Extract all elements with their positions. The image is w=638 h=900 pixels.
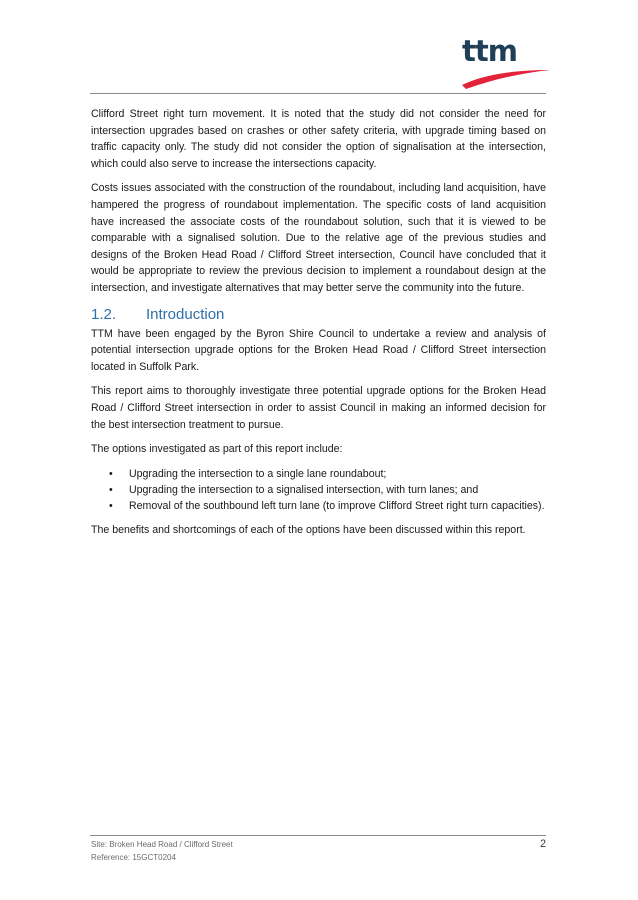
body-paragraph: The benefits and shortcomings of each of the options have been discussed within this report. [91, 524, 526, 537]
page-number: 2 [540, 838, 546, 850]
list-item-text: Upgrading the intersection to a single lane roundabout; [129, 467, 387, 480]
list-item-text: Removal of the southbound left turn lane (to improve Clifford Street right turn capacities). [129, 500, 545, 513]
body-paragraph: The options investigated as part of this report include: [91, 443, 343, 456]
bullet-icon: • [109, 483, 113, 496]
section-heading [91, 305, 546, 325]
logo-swoosh-icon [462, 64, 552, 90]
footer-divider [90, 835, 546, 836]
body-paragraph: This report aims to thoroughly investigate three potential upgrade options for the Broken Head Road / Clifford Street intersection in order to assist Council in making an informed decision for the best intersection treatment to pursue. [91, 385, 546, 431]
bullet-icon: • [109, 467, 113, 480]
section-title: Introduction [146, 305, 225, 323]
logo-wordmark: ttm [462, 34, 517, 68]
bullet-icon: • [109, 500, 113, 513]
body-paragraph: Clifford Street right turn movement. It is noted that the study did not consider the need for intersection upgrades based on crashes or other safety criteria, with upgrade timing based on traffic capacity only. The study did not consider the option of signalisation at the intersection, which could also serve to increase the intersections capacity. [91, 108, 546, 170]
header-divider [90, 93, 546, 94]
footer-site: Site: Broken Head Road / Clifford Street [91, 840, 233, 849]
page-body [91, 106, 546, 547]
section-number: 1.2. [91, 305, 117, 323]
options-list [91, 466, 546, 515]
list-item [91, 466, 546, 482]
footer-reference: Reference: 15GCT0204 [91, 852, 176, 862]
ttm-logo [462, 36, 552, 92]
list-item [91, 482, 546, 498]
list-item [91, 498, 546, 514]
page-footer [91, 839, 546, 864]
body-paragraph: Costs issues associated with the construction of the roundabout, including land acquisition, have hampered the progress of roundabout implementation. The specific costs of land acquisition have increased the associate costs of the roundabout solution, such that it is viewed to be comparable with a signalised solution. Due to the relative age of the previous studies and designs of the Broken Head Road / Clifford Street intersection, Council have concluded that it would be appropriate to review the previous decision to implement a roundabout design at the intersection, and investigate alternatives that may better serve the community into the future. [91, 182, 546, 294]
list-item-text: Upgrading the intersection to a signalised intersection, with turn lanes; and [129, 483, 479, 496]
body-paragraph: TTM have been engaged by the Byron Shire Council to undertake a review and analysis of potential intersection upgrade options for the Broken Head Road / Clifford Street intersection located in Suffolk Park. [91, 327, 546, 373]
